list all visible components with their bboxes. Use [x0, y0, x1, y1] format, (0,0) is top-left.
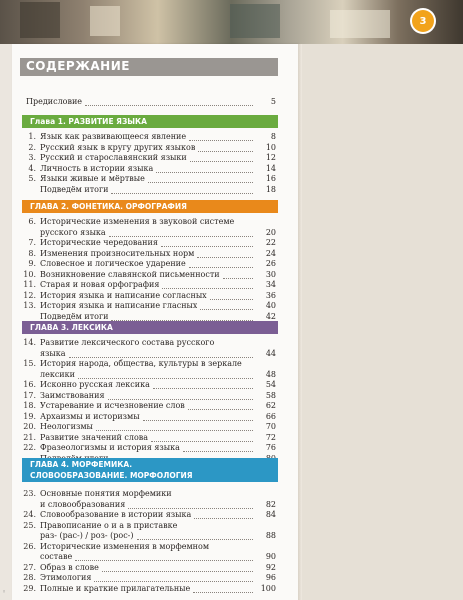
toc-page-number: 5 [270, 97, 276, 106]
toc-entry-number: 10. [23, 269, 36, 279]
toc-entry-title: Язык как развивающееся явление [40, 132, 187, 141]
chapter-header [22, 200, 278, 213]
toc-leader-dots [109, 230, 253, 237]
toc-entry-number: 2. [28, 142, 36, 152]
toc-entry-title: Основные понятия морфемики [40, 489, 172, 498]
toc-entry [20, 248, 282, 259]
toc-page-number: 90 [265, 552, 276, 561]
toc-page-number: 44 [265, 348, 276, 358]
toc-entry-title: и словообразования [40, 499, 126, 509]
toc-entry [20, 520, 282, 531]
chapter-title-line2: СЛОВООБРАЗОВАНИЕ. МОРФОЛОГИЯ [30, 471, 193, 480]
header-photo-block [230, 4, 280, 38]
toc-entry [20, 442, 282, 453]
toc-entry-number: 27. [23, 562, 36, 572]
toc-entry [20, 530, 282, 541]
toc-entry-number: 26. [23, 541, 36, 551]
toc-leader-dots [189, 261, 253, 268]
toc-entry-number: 13. [23, 301, 36, 310]
toc-page-number: 48 [265, 369, 276, 379]
toc-entry-title: Старая и новая орфография [40, 280, 160, 289]
toc-page-number: 88 [265, 531, 276, 540]
toc-entry [20, 572, 282, 583]
toc-leader-dots [75, 554, 253, 561]
toc-entry-title: лексики [40, 369, 75, 379]
toc-entry-number: 14. [23, 338, 36, 347]
corner-mark: ◦ [2, 588, 7, 596]
toc-entry-number: 3. [28, 153, 36, 162]
toc-entry-title: Этимология [40, 573, 92, 582]
toc-leader-dots [183, 445, 253, 452]
toc-entry [20, 96, 282, 107]
toc-entry-title: Подведём итоги [40, 311, 109, 321]
toc-page-number: 70 [265, 422, 276, 431]
toc-leader-dots [197, 251, 253, 258]
toc-entry [20, 358, 282, 369]
toc-entry-title: Словесное и логическое ударение [40, 259, 186, 268]
toc-page-number: 100 [260, 583, 276, 593]
toc-entry-title: Правописание о и а в приставке [40, 520, 178, 530]
toc-page-number: 58 [265, 390, 276, 400]
toc-entry-number: 11. [23, 280, 36, 289]
toc-entry-number: 16. [23, 380, 36, 389]
toc-entry-number: 6. [28, 217, 36, 226]
toc-entry [20, 562, 282, 573]
toc-entry-title: Исконно русская лексика [40, 380, 150, 389]
toc-entry [20, 131, 282, 142]
toc-entry-title: История языка и написание согласных [40, 290, 207, 300]
header-photo-block [330, 10, 390, 38]
toc-leader-dots [128, 502, 253, 509]
toc-leader-dots [151, 435, 253, 442]
toc-entry-title: языка [40, 348, 66, 358]
toc-page-number: 24 [265, 248, 276, 258]
toc-entry-title: Заимствования [40, 390, 105, 400]
toc-page-number: 40 [265, 301, 276, 310]
toc-leader-dots [85, 99, 253, 106]
toc-entry [20, 152, 282, 163]
toc-page-number: 8 [270, 132, 276, 141]
page-edge [298, 44, 302, 600]
contents-title-bar [20, 58, 278, 76]
toc-entry [20, 583, 282, 594]
toc-entry-title: Неологизмы [40, 422, 93, 431]
chapter-header [22, 458, 278, 482]
toc-leader-dots [111, 187, 253, 194]
toc-entry [20, 421, 282, 432]
toc-entry [20, 216, 282, 227]
toc-entry-title: Образ в слове [40, 562, 99, 572]
toc-entry-number: 24. [23, 510, 36, 519]
toc-leader-dots [108, 393, 253, 400]
toc-page-number: 84 [265, 510, 276, 519]
toc-page-number: 26 [265, 259, 276, 268]
chapter-title: ГЛАВА 3. ЛЕКСИКА [30, 323, 113, 332]
toc-entry [20, 258, 282, 269]
toc-entry [20, 337, 282, 348]
chapter-header [22, 321, 278, 334]
toc-entry [20, 432, 282, 443]
header-photo [0, 0, 463, 44]
toc-entry-number: 4. [28, 163, 36, 173]
toc-entry-title: Развитие лексического состава русского [40, 338, 215, 347]
toc-entry-number: 9. [28, 259, 36, 268]
toc-entry-title: Возникновение славянской письменности [40, 269, 220, 279]
toc-leader-dots [143, 414, 253, 421]
toc-leader-dots [193, 586, 253, 593]
toc-leader-dots [194, 512, 253, 519]
toc-page-number: 36 [265, 290, 276, 300]
toc-entry-title: Устаревание и исчезновение слов [40, 401, 185, 410]
toc-entry-number: 5. [28, 174, 36, 183]
chapter-title: ГЛАВА 4. МОРФЕМИКА. [30, 460, 133, 469]
toc-page-number: 62 [265, 401, 276, 410]
toc-leader-dots [94, 575, 253, 582]
toc-leader-dots [161, 240, 253, 247]
toc-entry-number: 20. [23, 422, 36, 431]
toc-entry-title: Архаизмы и историзмы [40, 411, 140, 421]
toc-entry [20, 279, 282, 290]
toc-page-number: 72 [265, 432, 276, 442]
toc-page-number: 30 [265, 269, 276, 279]
chapter-title: Глава 1. РАЗВИТИЕ ЯЗЫКА [30, 117, 147, 126]
toc-entry [20, 227, 282, 238]
toc-entry-title: русского языка [40, 227, 106, 237]
toc-leader-dots [162, 282, 253, 289]
toc-entry [20, 142, 282, 153]
toc-entry-title: Исторические изменения в звуковой системе [40, 217, 235, 226]
toc-page-number: 20 [265, 227, 276, 237]
toc-entry [20, 237, 282, 248]
toc-leader-dots [148, 176, 253, 183]
toc-entry-title: раз- (рас-) / роз- (рос-) [40, 531, 134, 540]
toc-entry [20, 290, 282, 301]
toc-entry-title: Русский язык в кругу других языков [40, 142, 196, 152]
toc-page-number: 54 [265, 380, 276, 389]
toc-entry-number: 7. [28, 238, 36, 247]
toc-entry-title: Исторические изменения в морфемном [40, 541, 210, 551]
toc-entry [20, 379, 282, 390]
toc-leader-dots [189, 134, 253, 141]
toc-page-number: 16 [265, 174, 276, 183]
toc-entry-number: 1. [28, 132, 36, 141]
toc-entry [20, 509, 282, 520]
toc-page-number: 76 [265, 443, 276, 452]
toc-page-number: 10 [265, 142, 276, 152]
toc-entry-title: Личность в истории языка [40, 163, 154, 173]
header-photo-block [20, 2, 60, 38]
toc-entry-title: Словообразование в истории языка [40, 510, 192, 519]
toc-leader-dots [111, 314, 253, 321]
toc-leader-dots [102, 565, 253, 572]
toc-leader-dots [190, 155, 253, 162]
toc-page-number: 96 [265, 573, 276, 582]
chapter-title: ГЛАВА 2. ФОНЕТИКА. ОРФОГРАФИЯ [30, 202, 187, 211]
toc-page-number: 34 [265, 280, 276, 289]
toc-leader-dots [188, 403, 253, 410]
toc-page-number: 82 [265, 499, 276, 509]
toc-entry-number: 29. [23, 583, 36, 593]
toc-entry-number: 21. [23, 432, 36, 442]
toc-entry-number: 15. [23, 359, 36, 368]
toc-leader-dots [198, 145, 253, 152]
toc-leader-dots [96, 424, 253, 431]
toc-entry [20, 311, 282, 322]
contents-title: СОДЕРЖАНИЕ [26, 59, 130, 73]
toc-leader-dots [200, 303, 253, 310]
toc-entry-title: Полные и краткие прилагательные [40, 583, 191, 593]
toc-entry [20, 541, 282, 552]
toc-page-number: 92 [265, 562, 276, 572]
toc-entry [20, 488, 282, 499]
toc-entry [20, 163, 282, 174]
toc-page-number: 18 [265, 184, 276, 194]
toc-leader-dots [69, 351, 253, 358]
toc-entry-title: Предисловие [26, 97, 83, 106]
toc-entry-title: Фразеологизмы и история языка [40, 443, 180, 452]
toc-leader-dots [153, 382, 253, 389]
toc-entry-title: Исторические чередования [40, 238, 158, 247]
toc-leader-dots [78, 372, 253, 379]
toc-entry [20, 551, 282, 562]
toc-entry-title: Изменения произносительных норм [40, 248, 195, 258]
toc-entry [20, 173, 282, 184]
toc-entry [20, 300, 282, 311]
toc-entry-number: 18. [23, 401, 36, 410]
toc-entry [20, 269, 282, 280]
toc-entry-number: 25. [23, 520, 36, 530]
chapter-header [22, 115, 278, 128]
facing-page [296, 44, 463, 600]
toc-page-number: 66 [265, 411, 276, 421]
toc-entry [20, 390, 282, 401]
toc-entry [20, 400, 282, 411]
toc-page-number: 42 [265, 311, 276, 321]
toc-page-number: 12 [265, 153, 276, 162]
toc-entry [20, 348, 282, 359]
toc-entry-number: 23. [23, 489, 36, 498]
page-number-badge: 3 [412, 10, 434, 32]
toc-entry [20, 184, 282, 195]
toc-entry-title: История народа, общества, культуры в зеркале [40, 359, 242, 368]
toc-leader-dots [223, 272, 253, 279]
toc-page-number: 14 [265, 163, 276, 173]
toc-entry-title: Языки живые и мёртвые [40, 174, 145, 183]
toc-entry-title: составе [40, 552, 73, 561]
toc-entry-number: 28. [23, 573, 36, 582]
toc-entry-title: Русский и старославянский языки [40, 153, 187, 162]
toc-entry-title: История языка и написание гласных [40, 301, 198, 310]
toc-entry [20, 369, 282, 380]
toc-leader-dots [210, 293, 253, 300]
toc-leader-dots [137, 533, 253, 540]
toc-entry-number: 17. [23, 390, 36, 400]
toc-entry [20, 411, 282, 422]
toc-entry-number: 8. [28, 248, 36, 258]
header-photo-block [90, 6, 120, 36]
toc-entry-number: 19. [23, 411, 36, 421]
toc-leader-dots [156, 166, 253, 173]
toc-entry [20, 499, 282, 510]
toc-entry-number: 22. [23, 443, 36, 452]
toc-page-number: 22 [265, 238, 276, 247]
toc-entry-number: 12. [23, 290, 36, 300]
toc-entry-title: Развитие значений слова [40, 432, 149, 442]
toc-entry-title: Подведём итоги [40, 184, 109, 194]
